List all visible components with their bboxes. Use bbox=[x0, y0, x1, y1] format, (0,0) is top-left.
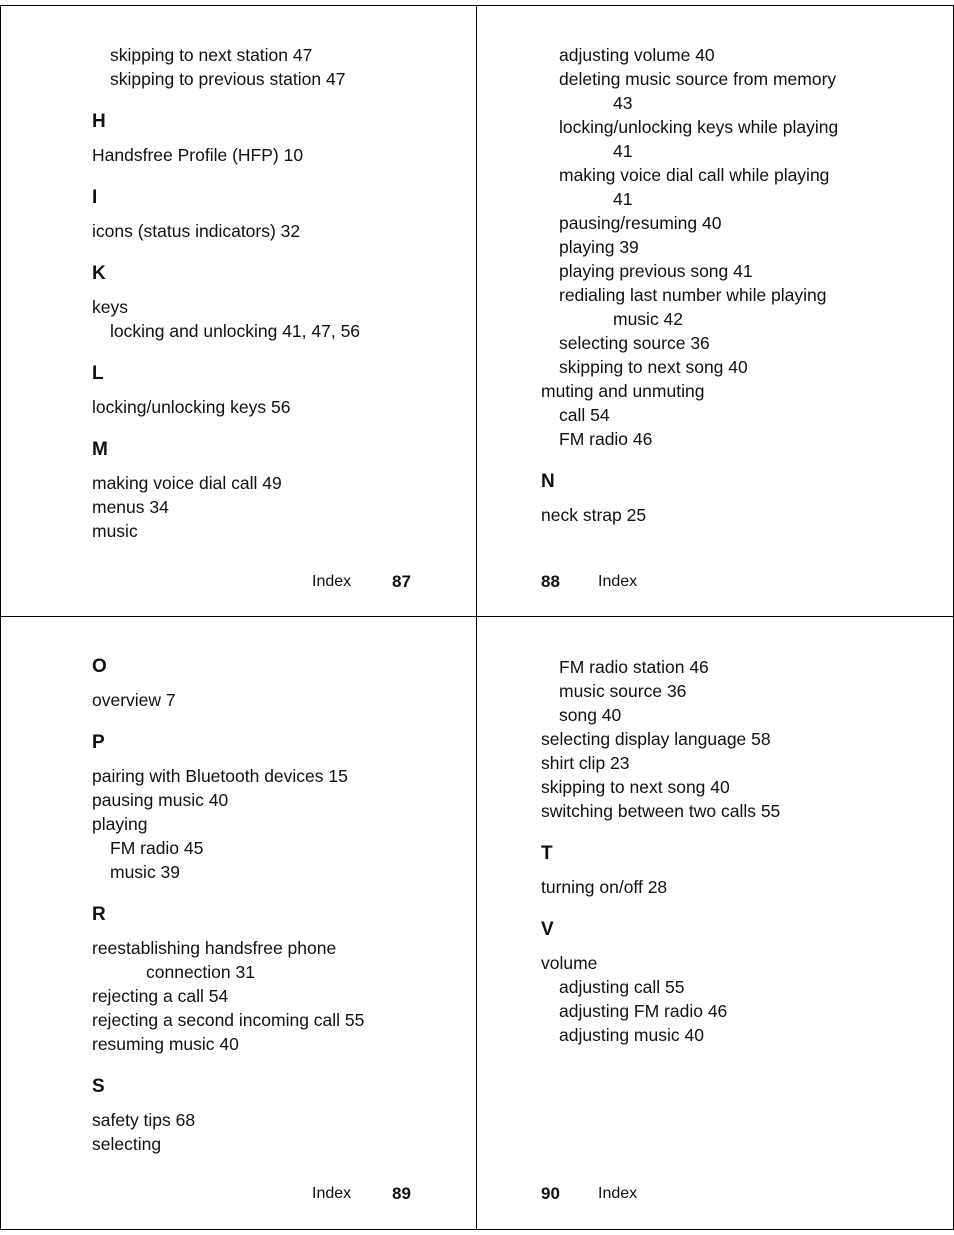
section-letter: M bbox=[92, 439, 108, 460]
index-subentry: FM radio station 46 bbox=[559, 657, 709, 677]
index-subentry: playing 39 bbox=[559, 237, 639, 257]
index-entry-continuation: music 42 bbox=[613, 309, 684, 329]
index-subentry: redialing last number while playing bbox=[559, 285, 827, 305]
page-number: 89 bbox=[392, 1184, 411, 1203]
index-entry: turning on/off 28 bbox=[541, 877, 668, 897]
index-subentry: adjusting volume 40 bbox=[559, 45, 715, 65]
footer-label: Index bbox=[598, 573, 638, 590]
index-subentry: song 40 bbox=[559, 705, 622, 725]
index-entry: overview 7 bbox=[92, 690, 176, 710]
index-entry: menus 34 bbox=[92, 497, 169, 517]
page-87 bbox=[0, 5, 476, 616]
index-entry-continuation: connection 31 bbox=[146, 962, 255, 982]
index-subentry: adjusting call 55 bbox=[559, 977, 685, 997]
index-subentry: music source 36 bbox=[559, 681, 687, 701]
index-subentry: music 39 bbox=[110, 862, 181, 882]
index-subentry: selecting source 36 bbox=[559, 333, 710, 353]
footer-label: Index bbox=[312, 573, 352, 590]
index-subentry: playing previous song 41 bbox=[559, 261, 753, 281]
index-subentry: locking/unlocking keys while playing bbox=[559, 117, 839, 137]
section-letter: N bbox=[541, 471, 555, 492]
index-subentry: skipping to next station 47 bbox=[110, 45, 313, 65]
index-entry-continuation: 43 bbox=[613, 93, 633, 113]
page-number: 87 bbox=[392, 572, 411, 591]
index-entry: skipping to next song 40 bbox=[541, 777, 730, 797]
footer-label: Index bbox=[312, 1185, 352, 1202]
index-entry: locking/unlocking keys 56 bbox=[92, 397, 291, 417]
index-entry: rejecting a call 54 bbox=[92, 986, 229, 1006]
index-spread bbox=[0, 5, 954, 1230]
section-letter: R bbox=[92, 904, 106, 925]
page-89 bbox=[0, 617, 476, 1228]
index-entry: pausing music 40 bbox=[92, 790, 229, 810]
section-letter: I bbox=[92, 187, 98, 208]
index-entry-continuation: 41 bbox=[613, 141, 633, 161]
index-entry: neck strap 25 bbox=[541, 505, 647, 525]
index-subentry: FM radio 46 bbox=[559, 429, 653, 449]
section-letter: P bbox=[92, 732, 105, 753]
index-subentry: making voice dial call while playing bbox=[559, 165, 830, 185]
index-entry: selecting display language 58 bbox=[541, 729, 771, 749]
index-entry: playing bbox=[92, 814, 148, 834]
section-letter: K bbox=[92, 263, 106, 284]
index-column bbox=[541, 43, 941, 527]
index-entry: selecting bbox=[92, 1134, 162, 1154]
section-letter: H bbox=[92, 111, 106, 132]
page-number: 90 bbox=[541, 1184, 560, 1203]
index-subentry: call 54 bbox=[559, 405, 610, 425]
index-column bbox=[541, 655, 941, 1047]
footer-label: Index bbox=[598, 1185, 638, 1202]
index-subentry: pausing/resuming 40 bbox=[559, 213, 722, 233]
index-entry: icons (status indicators) 32 bbox=[92, 221, 301, 241]
page-90 bbox=[477, 617, 953, 1228]
index-entry: pairing with Bluetooth devices 15 bbox=[92, 766, 348, 786]
page-88 bbox=[477, 5, 953, 616]
index-subentry: deleting music source from memory bbox=[559, 69, 837, 89]
index-entry: music bbox=[92, 521, 138, 541]
index-entry: keys bbox=[92, 297, 128, 317]
frame-bottom bbox=[0, 1229, 954, 1230]
index-subentry: FM radio 45 bbox=[110, 838, 204, 858]
index-column bbox=[92, 43, 462, 543]
index-column bbox=[92, 655, 462, 1156]
section-letter: S bbox=[92, 1076, 105, 1097]
index-subentry: skipping to next song 40 bbox=[559, 357, 748, 377]
section-letter: O bbox=[92, 656, 107, 677]
index-subentry: adjusting FM radio 46 bbox=[559, 1001, 728, 1021]
index-subentry: skipping to previous station 47 bbox=[110, 69, 346, 89]
section-letter: L bbox=[92, 363, 104, 384]
index-entry: shirt clip 23 bbox=[541, 753, 630, 773]
index-entry: switching between two calls 55 bbox=[541, 801, 781, 821]
index-entry-continuation: 41 bbox=[613, 189, 633, 209]
index-entry: resuming music 40 bbox=[92, 1034, 239, 1054]
index-entry: volume bbox=[541, 953, 598, 973]
index-entry: rejecting a second incoming call 55 bbox=[92, 1010, 365, 1030]
index-subentry: adjusting music 40 bbox=[559, 1025, 704, 1045]
index-entry: making voice dial call 49 bbox=[92, 473, 282, 493]
index-entry: muting and unmuting bbox=[541, 381, 705, 401]
section-letter: T bbox=[541, 843, 553, 864]
page-number: 88 bbox=[541, 572, 560, 591]
index-subentry: locking and unlocking 41, 47, 56 bbox=[110, 321, 361, 341]
index-entry: safety tips 68 bbox=[92, 1110, 196, 1130]
index-entry: reestablishing handsfree phone bbox=[92, 938, 337, 958]
section-letter: V bbox=[541, 919, 554, 940]
index-entry: Handsfree Profile (HFP) 10 bbox=[92, 145, 304, 165]
